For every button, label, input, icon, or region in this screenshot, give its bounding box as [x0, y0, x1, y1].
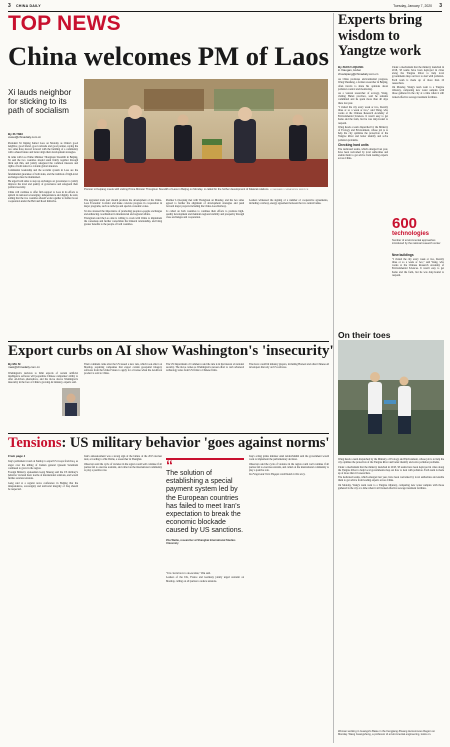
lead-byline-email: xuwei@chinadaily.com.cn	[8, 135, 42, 140]
right-paragraph: As a veteran researcher of ecology, Wang, visiting Hubei province, said he remains committed and he spent more than 40 days there last year.	[338, 92, 388, 105]
lead-paragraph: The upgraded trade pact should promote the development of the China-Laos Economic Corridor and make concrete progress in cooperation in major programs, such as railways and special economic zones.	[84, 199, 162, 209]
page-number: 3	[8, 3, 11, 9]
lead-column-3	[166, 199, 244, 338]
curbs-paragraph: The US Department of Commerce said the rule is in the interest of national security. The move comes as Washington's newest effort to curb advanced technology sales from US firms to Chinese firms.	[166, 363, 244, 373]
tensions-pull-quote	[166, 458, 244, 570]
right-paragraph: As China promotes environmental progress, Wang Shusheng, a former researcher in Beijing, often travels to share his opinions about pollution control and monitoring.	[338, 78, 388, 91]
lead-paragraph: Xi also stressed the importance of promoting people-to-people exchanges and enhancing coordination in international and regional affairs.	[84, 209, 162, 216]
lead-photo-credit: LI XIAOMAN / CHINA NEWS SERVICE	[269, 189, 309, 191]
curbs-headline: Export curbs on AI show Washington's 'insecurity'	[8, 343, 334, 359]
right-subhead: Checking hard units	[338, 142, 369, 147]
lead-paragraph: In talks with Lao Prime Minister Thongloun Sisoulith in Beijing, Xi said the two countries should stand firmly together through thick and thin, and jointly safeguard the common interests and rights of both sides in a volatile global situation.	[8, 155, 78, 169]
tensions-paragraph: Iraq's acting prime minister Adel Abdul-Mahdi said the government would work to implement the parliamentary decision.	[249, 455, 329, 462]
curbs-top-rule	[8, 341, 329, 342]
tensions-headline-text: : US military behavior 'goes against norms'	[61, 435, 330, 451]
curbs-paragraph: The move could hit industry players, including Huawei and other Chinese AI developers that rely on US software.	[249, 363, 329, 370]
right-paragraph: Wang heads a team dispatched by the Ministry of Ecology and Environment, whose job is to help the city optimize the protection of the Yangtze River and better identify and solve pollution problems.	[338, 458, 444, 465]
field-work-photo-illustration	[338, 340, 444, 455]
curbs-paragraph: Their comment came after the US issued a new rule, which took effect on Monday, requiring companies that export certain geospatial imagery software from the United States to apply for a license when the AI-driven product is sold to China.	[84, 363, 162, 376]
tensions-dateline: From page 1	[8, 455, 26, 458]
tensions-paragraph: Leaders of the UK, France and Germany jointly urged restraint on Monday, calling on all parties to reduce tensions.	[166, 576, 244, 583]
right-column-4	[338, 458, 444, 728]
curbs-column-4	[249, 363, 329, 431]
tensions-paragraph: Iran's announcement was a strong sign of the failure of the 2015 nuclear deal, according to Zhu Weilie, a researcher in Shanghai.	[84, 455, 162, 462]
tensions-byline-end: Xu Fengzi and Chen Yingqun contributed to this story.	[249, 473, 306, 477]
right-paragraph: The dedicated teams, which emerged last year, have been welcomed by local authorities and enable them to get advice from leading experts across China.	[338, 147, 388, 161]
quote-mark-icon: “	[166, 457, 173, 473]
right-paragraph: Under a mechanism that the ministry launched in 2018, 58 teams have been deployed in cities along the Yangtze River to help local governments map out how to deal with pollution. Each team is made up of more than 10 researchers.	[338, 465, 444, 475]
lead-paragraph: Premier Li Keqiang met with Thongloun on Monday, and the two sides agreed to further the alignment of development strategies and push forward major projects including the China-Laos Railway.	[166, 199, 244, 209]
tensions-paragraph: Iraq's parliament voted on Sunday to expel US troops from Iraq, as anger over the killing of Iranian general Qassem Soleimani continued to grow in the region.	[8, 460, 78, 470]
on-their-toes-photo	[338, 340, 444, 455]
lead-column-4	[249, 199, 328, 338]
tensions-paragraph: Foreign Ministry spokesman Geng Shuang said the US military's behavior violated basic norms of international relations, and would further escalate tensions.	[8, 471, 78, 481]
right-paragraph: Under a mechanism that the ministry launched in 2018, 58 teams have been deployed in cities along the Yangtze River to help local governments map out how to deal with pollution. Each team is made up of more than 10 researchers.	[392, 66, 444, 85]
curbs-column-3	[166, 363, 244, 431]
tensions-headline	[8, 435, 333, 451]
curbs-paragraph: Washington's decision to limit exports of certain artificial intelligence software will jeopardize Chinese companies' ability to offer AI-driven alternatives, and the move shows Washington's insecurity in the face of China's growing AI industry, experts said.	[8, 371, 78, 385]
lead-paragraph: Communist leadership and the socialist system in Laos are the fundamental guarantee of both sides, and the tradition of high-level exchanges must be maintained.	[8, 169, 78, 179]
portrait-photo-illustration	[62, 388, 80, 416]
curbs-thumbnail-photo	[62, 388, 80, 416]
right-byline-email: zhouliqiang@chinadaily.com.cn	[338, 71, 379, 76]
lead-photo	[84, 79, 328, 187]
on-their-toes-title: On their toes	[338, 330, 391, 340]
right-paragraph: On Monday, Wang's team went to a Yangtze tributary, comparing new water samples with those gathered in the city at a time when it still lacked effective sewage treatment facilities.	[392, 86, 444, 99]
right-column-1	[338, 66, 388, 326]
lead-column-2	[84, 199, 162, 338]
issue-date: Tuesday, January 7, 2020	[393, 4, 432, 8]
lead-deck: Xi lauds neighbor for sticking to its path of socialism	[8, 88, 72, 116]
tensions-column-1	[8, 455, 78, 740]
tensions-column-2	[84, 455, 162, 740]
meeting-photo-illustration	[84, 79, 328, 187]
lead-paragraph: He urged both sides to step up exchanges on governance to jointly improve the level and quality of governance and safeguard their political security.	[8, 180, 78, 190]
pull-quote-attribution: Zhu Weilie, researcher at Shanghai International Studies University	[166, 538, 236, 545]
right-column-divider	[333, 13, 334, 743]
right-byline: By ZHOU LIQIANG	[338, 66, 364, 69]
right-byline-location: in Xiaogan, Hubei	[338, 68, 361, 73]
right-paragraph: On Monday, Wang's team went to a Yangtze tributary, comparing new water samples with those gathered in the city at a time when it still lacked effective sewage treatment facilities.	[338, 483, 444, 490]
lead-paragraph: Thongloun said the Lao side is willing to work with China to implement the consensus and further consolidate the bilateral relationship, and bring greater benefits to the people of both countries.	[84, 217, 162, 227]
curbs-byline: By MA SI	[8, 363, 21, 366]
lead-byline: By XU WEI	[8, 133, 23, 136]
paper-logo: CHINA DAILY	[16, 4, 41, 8]
lead-paragraph: Li called on both countries to continue their efforts to promote high-quality development and maintain regional stability and prosperity through close exchanges and cooperation.	[166, 209, 244, 219]
corner-page-number: 3	[439, 3, 442, 9]
masthead	[8, 3, 442, 11]
right-paragraph: Wang heads a team dispatched by the Ministry of Ecology and Environment, whose job is to help the city optimize the protection of the Yangtze River and better identify and solve pollution problems.	[338, 125, 388, 142]
section-title: TOP NEWS	[8, 12, 121, 35]
lead-headline: China welcomes PM of Laos	[8, 41, 329, 71]
tensions-paragraph: Observers said the cycle of violence in the region could well continue if all parties fail to exercise restraint, and called on the international community to play a positive role.	[249, 462, 329, 472]
right-column-2	[392, 66, 444, 216]
stat-description: Number of environmental approaches introduced by the national research center	[392, 238, 441, 245]
right-headline: Experts bring wisdom to Yangtze work	[338, 12, 422, 59]
tensions-paragraph: Observers said the cycle of violence in the region could well continue if all parties fail to exercise restraint, and called on the international community to play a positive role.	[84, 462, 162, 472]
tensions-column-4	[249, 455, 329, 740]
lead-photo-caption-text: Premier Li Keqiang meets with visiting Prime Minister Thongloun Sisoulith of Laos in Beijing on Monday. Li called for the further development of bilateral relations.	[84, 188, 270, 191]
tensions-top-rule	[8, 433, 329, 434]
right-column-3	[392, 252, 444, 326]
on-their-toes-caption: Woman working in Guangxi's Baise in the Fengjiang Zhuang Autonomous Region on Monday. Wang Guangsheng, a professor of environmental engineering, looks on.	[338, 730, 436, 737]
right-paragraph: "I visited the city every week or two, literally three or so a week or two," said Wang, who works at the Chinese Research Academy of Environmental Sciences. It wasn't easy to get home and the farm, but he was duty-bound to respond.	[338, 105, 388, 125]
lead-column-1	[8, 133, 78, 338]
lead-paragraph: President Xi Jinping hailed Laos on Monday as China's good neighbor, good friend, good comrade and good partner, saying the two sides have moved forward with the building of a community with a shared future and better align their development strategies.	[8, 141, 78, 155]
tensions-column-3	[166, 572, 244, 740]
curbs-byline-email: masi@chinadaily.com.cn	[8, 365, 40, 370]
tensions-paragraph: Geng said at a regular news conference in Beijing that the independence, sovereignty and territorial integrity of Iraq should be respected.	[8, 481, 78, 492]
stat-label: technologies	[392, 231, 430, 237]
stat-number: 600	[392, 215, 418, 232]
right-subhead-2: New buildings	[392, 253, 414, 257]
right-paragraph: The dedicated teams, which emerged last year, have been welcomed by local authorities and enable them to get advice from leading experts across China.	[338, 476, 444, 483]
stat-box	[392, 216, 444, 250]
lead-paragraph: China will continue to offer firm support to Laos in its efforts to uphold its national sovereignty, independence and dignity, he said, adding that the two countries should work together to further boost cooperation under the Belt and Road Initiative.	[8, 190, 78, 204]
pull-quote-text: The solution of establishing a special payment system led by the European countries has failed to meet Iran's expectation to break the economic blockade caused by US sanctions.	[166, 470, 244, 535]
lead-paragraph: Leaders witnessed the signing of a number of cooperative agreements, including a railway, energy agreement between the two central banks.	[249, 199, 328, 206]
tensions-headline-label: Tensions	[8, 435, 62, 451]
right-paragraph: "I visited the city every week or two, literally three or so a week or two," said Wang, who works at the Chinese Research Academy of Environmental Sciences. It wasn't easy to get home and the farm, but he was duty-bound to respond.	[392, 258, 444, 277]
curbs-column-2	[84, 363, 162, 431]
lead-photo-caption	[84, 188, 328, 192]
tensions-paragraph: "It is crucial now to de-escalate," Zhu said.	[166, 572, 211, 575]
